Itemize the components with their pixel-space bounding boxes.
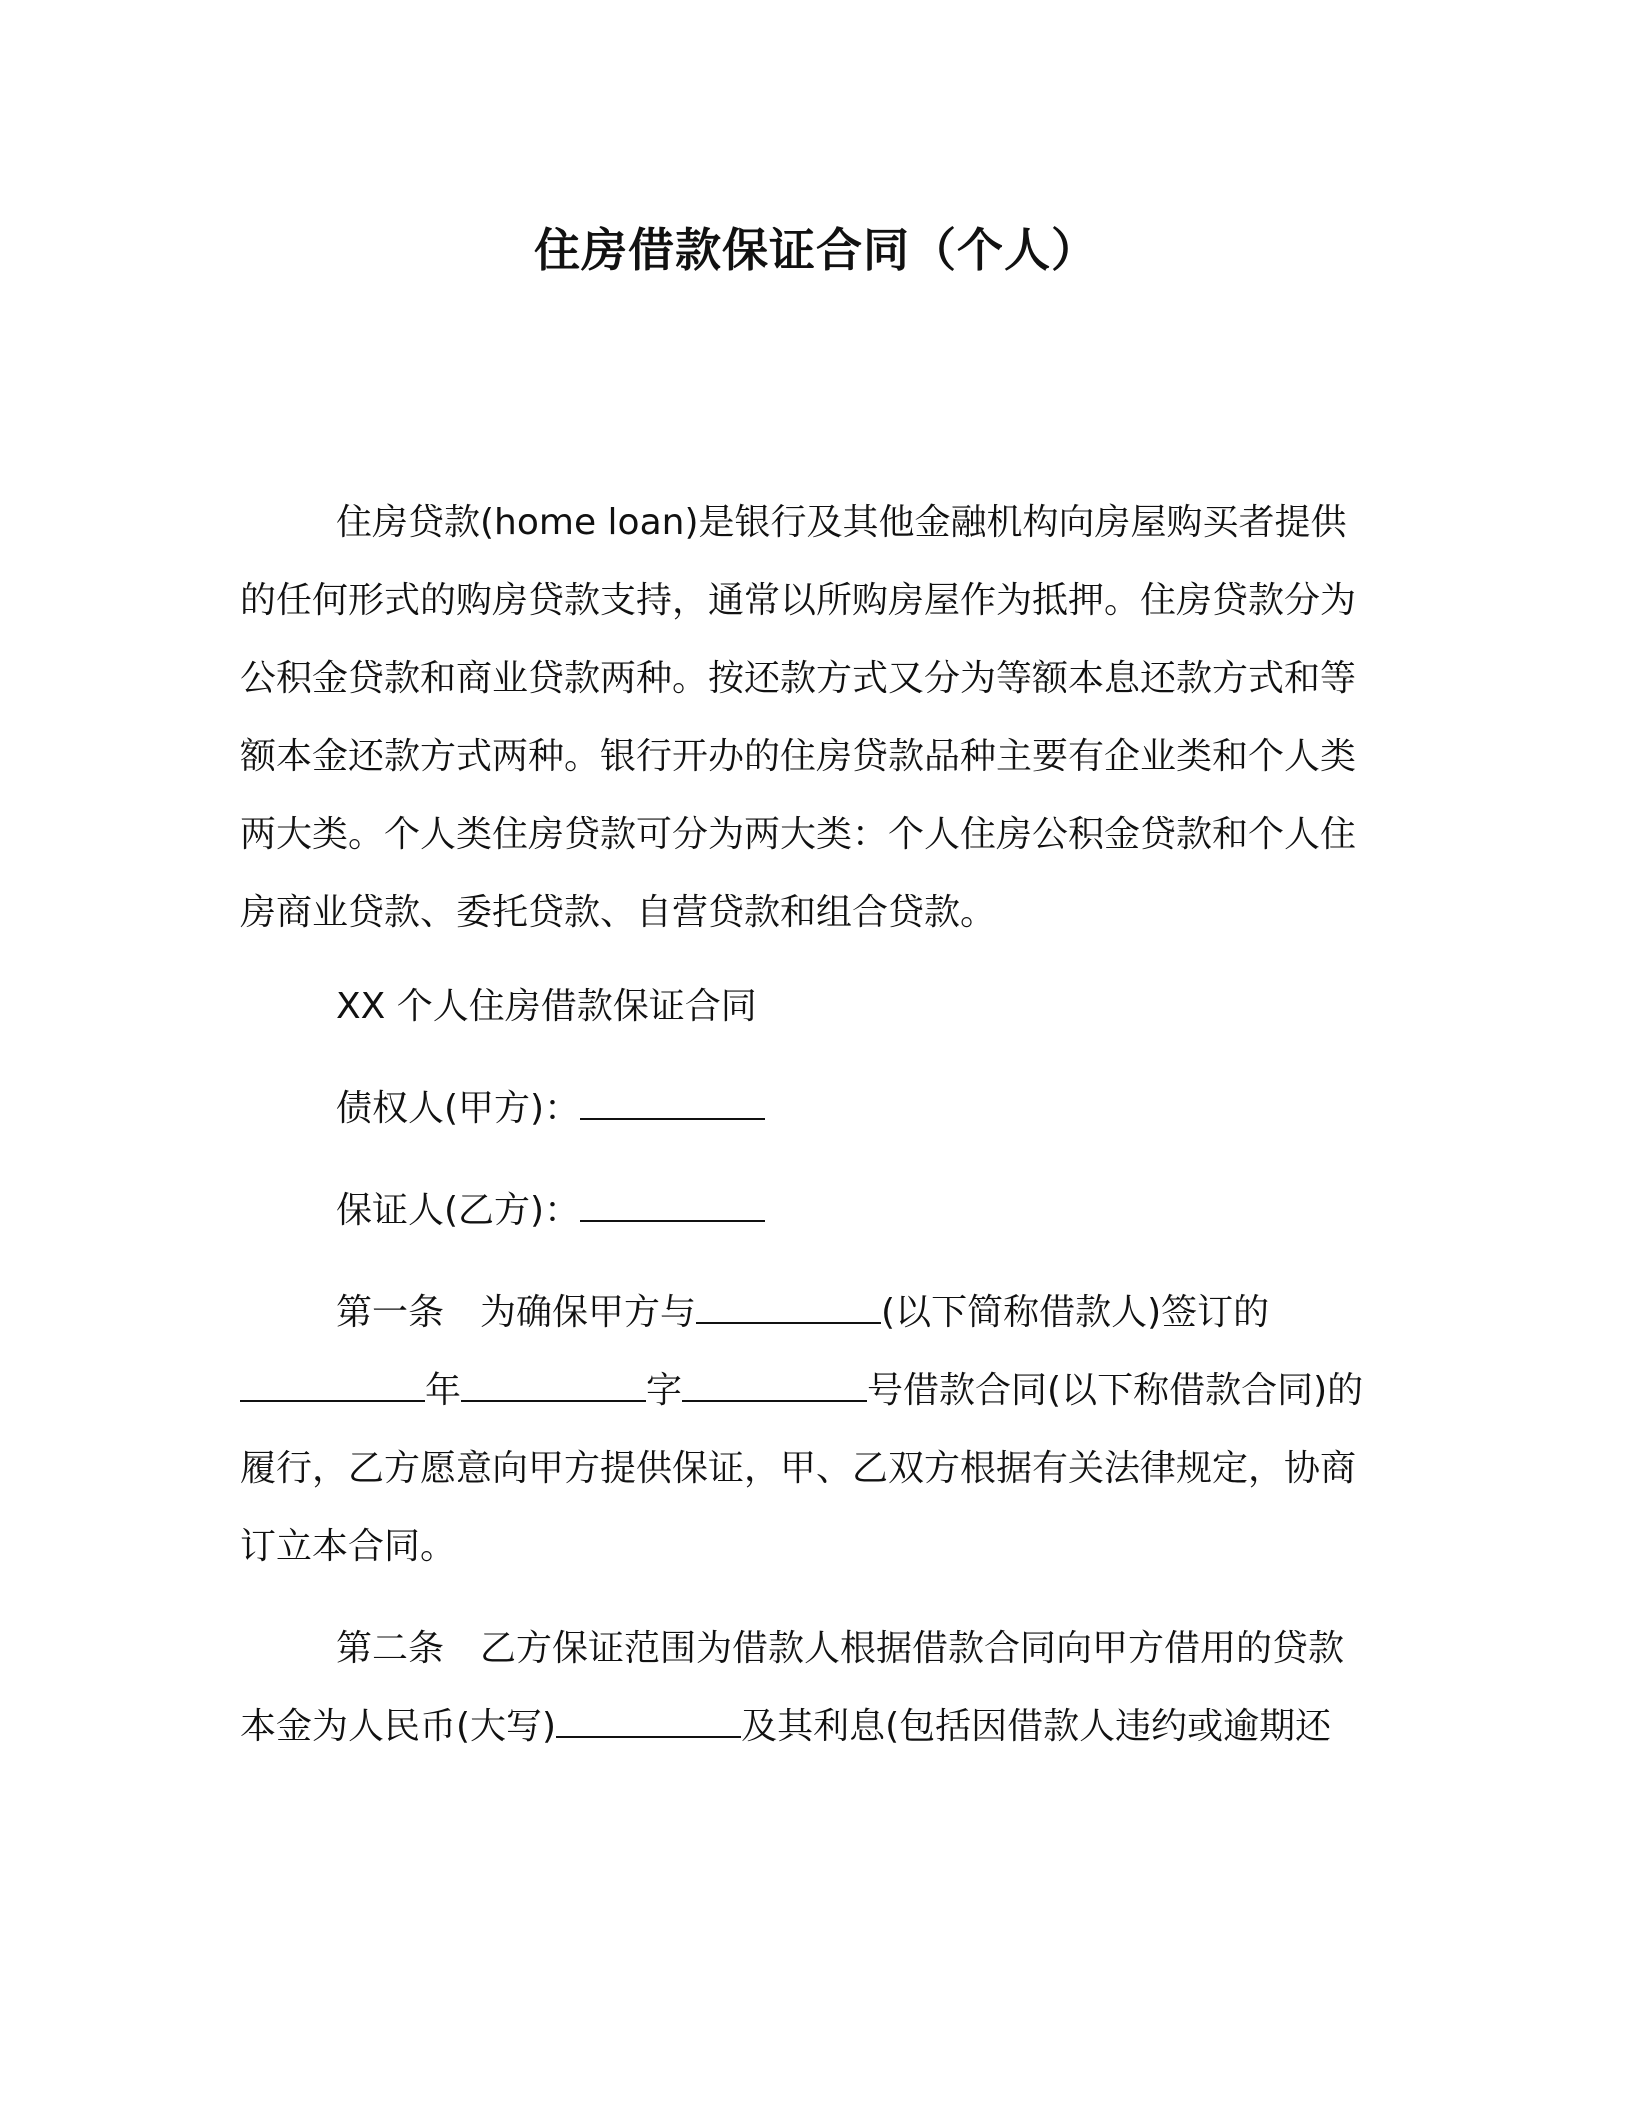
character-blank[interactable]: [461, 1370, 646, 1402]
article-2: [240, 1610, 1380, 1766]
contract-name: XX 个人住房借款保证合同: [336, 986, 757, 1027]
intro-paragraph: 住房贷款(home loan)是银行及其他金融机构向房屋购买者提供的任何形式的购房贷款支持，通常以所购房屋作为抵押。住房贷款分为公积金贷款和商业贷款两种。按还款方式又分为等额本息还款方式和等额本金还款方式两种。银行开办的住房贷款品种主要有企业类和个人类两大类。个人类住房贷款可分为两大类：个人住房公积金贷款和个人住房商业贷款、委托贷款、自营贷款和组合贷款。: [240, 502, 1357, 933]
amount-blank[interactable]: [556, 1706, 741, 1738]
article-1: [240, 1274, 1380, 1586]
article-2-heading: 第二条: [336, 1628, 445, 1669]
number-blank[interactable]: [682, 1370, 867, 1402]
guarantor-line: [240, 1172, 1380, 1250]
article-2-text-1: 乙方保证范围为借款人根据借款合同向甲方借用的贷款本金为人民币(大写): [240, 1628, 1345, 1747]
contract-body: [240, 968, 1380, 1766]
article-2-text-2: 及其利息(包括因借款人违约或逾期还: [741, 1706, 1332, 1747]
article-1-heading: 第一条: [336, 1292, 445, 1333]
article-1-text-1: 为确保甲方与: [480, 1292, 697, 1333]
year-blank[interactable]: [240, 1370, 425, 1402]
article-1-text-2: (以下简称借款人)签订的: [881, 1292, 1270, 1333]
guarantor-blank[interactable]: [580, 1190, 765, 1222]
borrower-blank[interactable]: [696, 1292, 881, 1324]
creditor-label: 债权人(甲方)：: [336, 1088, 581, 1129]
creditor-blank[interactable]: [580, 1088, 765, 1120]
article-1-text-4: 字: [646, 1370, 683, 1411]
creditor-line: [240, 1070, 1380, 1148]
intro-block: [240, 484, 1380, 952]
article-1-text-3: 年: [425, 1370, 462, 1411]
article-1-text-5: 号借款合同(以下称借款合同)的履行，乙方愿意向甲方提供保证，甲、乙双方根据有关法律规定，协商订立本合同。: [240, 1370, 1364, 1567]
guarantor-label: 保证人(乙方)：: [336, 1190, 581, 1231]
document-title: 住房借款保证合同（个人）: [534, 223, 1098, 277]
